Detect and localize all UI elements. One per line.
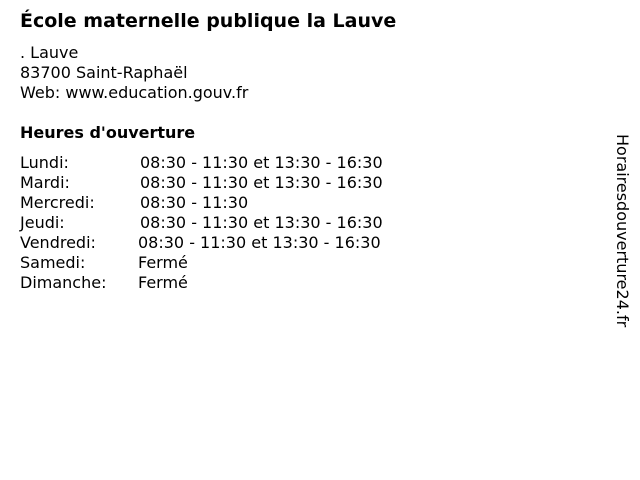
address-block [20, 43, 248, 103]
page-title: École maternelle publique la Lauve [20, 10, 397, 32]
site-watermark: Horairesdouverture24.fr [613, 134, 632, 328]
time-value: Fermé [138, 273, 188, 292]
opening-hours-heading: Heures d'ouverture [20, 123, 196, 142]
time-value: Fermé [138, 253, 188, 272]
website-line: Web: www.education.gouv.fr [20, 83, 249, 102]
day-label: Samedi: [20, 253, 86, 272]
day-label: Lundi: [20, 153, 69, 172]
time-value: 08:30 - 11:30 et 13:30 - 16:30 [140, 173, 383, 192]
day-label: Vendredi: [20, 233, 96, 252]
street-address: . Lauve [20, 43, 79, 62]
time-value: 08:30 - 11:30 et 13:30 - 16:30 [140, 213, 383, 232]
time-value: 08:30 - 11:30 et 13:30 - 16:30 [138, 233, 381, 252]
day-label: Mercredi: [20, 193, 95, 212]
day-label: Mardi: [20, 173, 70, 192]
city-address: 83700 Saint-Raphaël [20, 63, 188, 82]
day-label: Dimanche: [20, 273, 107, 292]
day-label: Jeudi: [20, 213, 65, 232]
time-value: 08:30 - 11:30 [140, 193, 249, 212]
time-value: 08:30 - 11:30 et 13:30 - 16:30 [140, 153, 383, 172]
